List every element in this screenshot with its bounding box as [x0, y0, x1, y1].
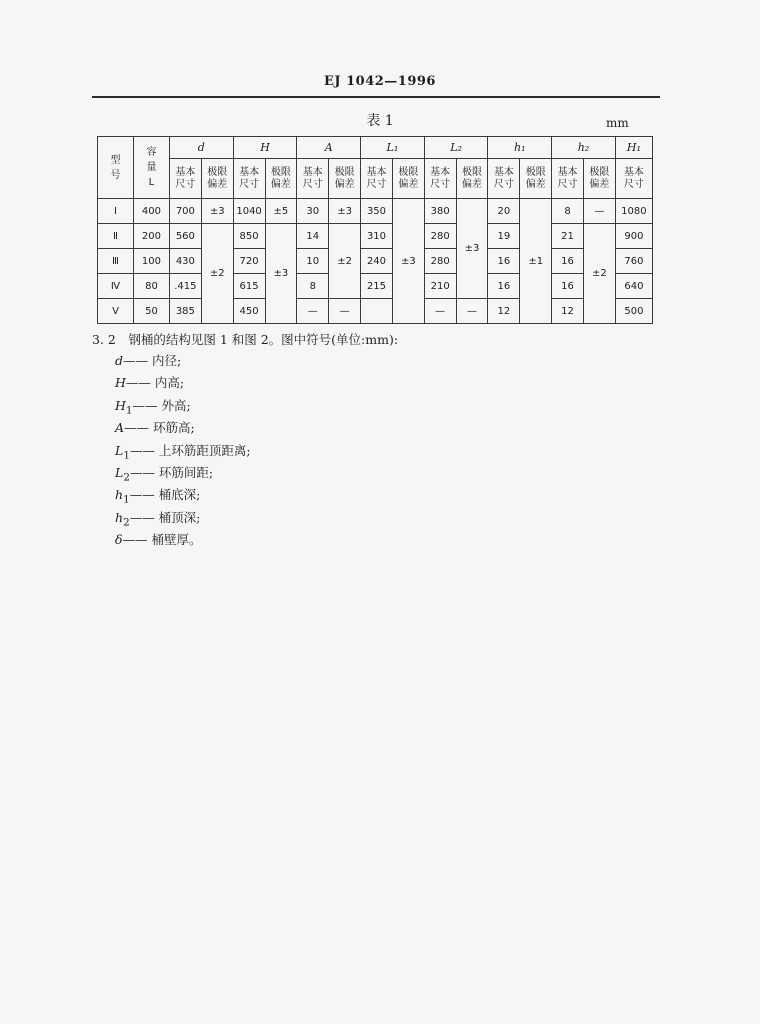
table-row: I 400 700 ±3 1040 ±5 30 ±3 350 ±3 380 ±3 20 ±1 8 — 1080	[98, 199, 653, 224]
table-row: Ⅲ 100 430 720 10 240 280 16 16 760	[98, 249, 653, 274]
subheader-limit: 极限 偏差	[201, 159, 233, 199]
subheader-basic: 基本 尺寸	[615, 159, 652, 199]
spec-table	[97, 136, 653, 324]
header-d: d	[169, 137, 233, 159]
table-title: 表 1	[366, 113, 394, 129]
definition-item: H—— 内高;	[115, 375, 185, 391]
definition-item: $L_2——$ 环筋间距;	[115, 464, 214, 484]
subheader-limit: 极限 偏差	[329, 159, 361, 199]
definition-item: $L_1——$ 上环筋距顶距离;	[115, 442, 251, 462]
symbol-definitions	[115, 350, 251, 552]
subheader-basic: 基本 尺寸	[169, 159, 201, 199]
subheader-basic: 基本 尺寸	[424, 159, 456, 199]
table-row: Ⅱ 200 560 ±2 850 ±3 14 ±2 310 280 19 21 ±2 900	[98, 224, 653, 249]
definition-item: δ—— 桶壁厚。	[115, 532, 202, 548]
definition-item: $h_1——$ 桶底深;	[115, 487, 201, 506]
subheader-basic: 基本 尺寸	[233, 159, 265, 199]
subheader-limit: 极限 偏差	[265, 159, 297, 199]
header-A: A	[297, 137, 361, 159]
definition-item: $h_2——$ 桶顶深;	[115, 509, 201, 529]
table-row: V 50 385 450 — — — — 12 12 500	[98, 299, 653, 324]
subheader-basic: 基本 尺寸	[361, 159, 393, 199]
header-L2: L₂	[424, 137, 488, 159]
header-rule	[92, 96, 660, 98]
subheader-limit: 极限 偏差	[520, 159, 552, 199]
section-3-2: 3. 2 钢桶的结构见图 1 和图 2。图中符号(单位:mm):	[92, 332, 399, 347]
header-L1: L₁	[361, 137, 425, 159]
subheader-basic: 基本 尺寸	[552, 159, 584, 199]
document-code: EJ 1042—1996	[324, 74, 436, 89]
header-H1: H₁	[615, 137, 652, 159]
definition-item: A—— 环筋高;	[115, 420, 195, 436]
header-model: 型 号	[98, 137, 134, 199]
header-capacity: 容 量 L	[133, 137, 169, 199]
header-h1: h₁	[488, 137, 552, 159]
subheader-basic: 基本 尺寸	[488, 159, 520, 199]
header-H: H	[233, 137, 297, 159]
table-row: Ⅳ 80 .415 615 8 215 210 16 16 640	[98, 274, 653, 299]
subheader-basic: 基本 尺寸	[297, 159, 329, 199]
table-unit: mm	[606, 116, 629, 130]
header-h2: h₂	[552, 137, 616, 159]
subheader-limit: 极限 偏差	[456, 159, 488, 199]
definition-item: d—— 内径;	[115, 353, 182, 368]
definition-item: $H_1——$ 外高;	[115, 397, 191, 417]
subheader-limit: 极限 偏差	[392, 159, 424, 199]
subheader-limit: 极限 偏差	[583, 159, 615, 199]
